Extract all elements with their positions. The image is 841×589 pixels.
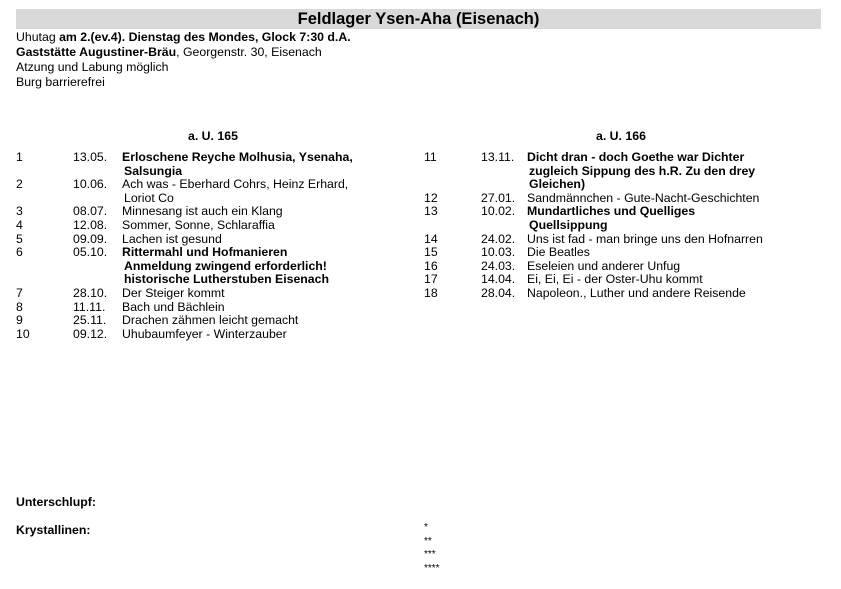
row-date: 13.05. (73, 150, 108, 164)
schedule-row (16, 233, 406, 247)
event-line: Der Steiger kommt (122, 286, 225, 300)
event-line: Salsungia (124, 163, 183, 178)
meeting-line: Uhutag am 2.(ev.4). Dienstag des Mondes, Glock 7:30 d.A. (16, 30, 351, 44)
schedule-row (16, 301, 406, 315)
unterschlupf-label: Unterschlupf: (16, 495, 96, 509)
row-event (122, 287, 225, 301)
row-number: 16 (424, 258, 438, 273)
schedule-row (16, 178, 406, 205)
row-date: 05.10. (73, 245, 108, 260)
event-line: Minnesang ist auch ein Klang (122, 204, 283, 219)
schedule-row (16, 151, 406, 178)
row-number: 17 (424, 272, 438, 287)
row-number: 10 (16, 326, 30, 341)
row-date: 28.04. (481, 286, 516, 300)
event-line: Eseleien und anderer Unfug (527, 258, 681, 273)
row-number: 14 (424, 231, 438, 246)
schedule-row (16, 219, 406, 233)
row-date: 13.11. (481, 150, 515, 164)
row-event (527, 151, 755, 192)
row-event (527, 273, 703, 287)
row-event (122, 151, 353, 178)
event-line: Die Beatles (527, 245, 590, 260)
row-date: 25.11. (73, 313, 107, 328)
page-title: Feldlager Ysen-Aha (Eisenach) (16, 9, 821, 29)
row-event (122, 205, 283, 219)
row-date: 12.08. (73, 218, 108, 232)
stars-list (424, 521, 440, 575)
row-number: 7 (16, 286, 23, 300)
row-number: 18 (424, 286, 438, 300)
row-number: 8 (16, 299, 23, 314)
row-date: 10.02. (481, 204, 516, 219)
row-date: 11.11. (73, 299, 106, 314)
row-number: 9 (16, 313, 23, 328)
schedule-row (16, 205, 406, 219)
food-line: Atzung und Labung möglich (16, 60, 169, 74)
row-date: 24.03. (481, 258, 516, 273)
row-event (122, 233, 222, 247)
event-line: Rittermahl und Hofmanieren (122, 245, 288, 260)
row-event (122, 314, 298, 328)
schedule-row (424, 273, 824, 287)
schedule-row (16, 287, 406, 301)
event-line: Loriot Co (124, 190, 174, 205)
event-line: Napoleon., Luther und andere Reisende (527, 286, 746, 300)
event-line: Gleichen) (529, 177, 586, 192)
row-date: 14.04. (481, 272, 516, 287)
event-line: Anmeldung zwingend erforderlich! (124, 258, 327, 273)
row-number: 1 (16, 150, 23, 164)
event-line: Uns ist fad - man bringe uns den Hofnarren (527, 231, 763, 246)
row-number: 11 (424, 150, 437, 164)
row-event (527, 287, 746, 301)
star-rating-4: **** (424, 562, 440, 574)
row-event (527, 233, 763, 247)
schedule-row (424, 260, 824, 274)
event-line: Mundartliches und Quelliges (527, 204, 696, 219)
event-line: zugleich Sippung des h.R. Zu den drey (529, 163, 756, 178)
row-date: 09.12. (73, 326, 108, 341)
row-event (122, 219, 275, 233)
star-rating-2: ** (424, 535, 432, 547)
row-date: 27.01. (481, 190, 516, 205)
schedule-row (16, 246, 406, 287)
row-event (122, 178, 348, 205)
row-date: 08.07. (73, 204, 108, 219)
row-number: 4 (16, 218, 23, 232)
row-event (122, 246, 329, 287)
event-line: historische Lutherstuben Eisenach (124, 272, 329, 287)
intro-block (16, 30, 351, 90)
row-number: 6 (16, 245, 23, 260)
row-number: 5 (16, 231, 23, 246)
row-number: 3 (16, 204, 23, 219)
schedule-row (424, 246, 824, 260)
event-line: Dicht dran - doch Goethe war Dichter (527, 150, 745, 164)
schedule-row (424, 233, 824, 247)
row-event (527, 192, 759, 206)
event-line: Quellsippung (529, 217, 608, 232)
row-event (122, 328, 287, 342)
row-number: 2 (16, 177, 23, 192)
star-rating-1: * (424, 522, 428, 533)
row-number: 15 (424, 245, 438, 260)
schedule-row (424, 151, 824, 192)
event-line: Ei, Ei, Ei - der Oster-Uhu kommt (527, 272, 703, 287)
right-column-heading: a. U. 166 (596, 129, 646, 143)
event-line: Uhubaumfeyer - Winterzauber (122, 326, 287, 341)
row-number: 13 (424, 204, 438, 219)
row-event (527, 205, 695, 232)
event-line: Sandmännchen - Gute-Nacht-Geschichten (527, 190, 760, 205)
venue-line: Gaststätte Augustiner-Bräu, Georgenstr. 30, Eisenach (16, 45, 322, 59)
schedule-row (16, 328, 406, 342)
schedule-row (424, 287, 824, 301)
event-line: Erloschene Reyche Molhusia, Ysenaha, (122, 150, 353, 164)
event-line: Bach und Bächlein (122, 299, 225, 314)
event-line: Drachen zähmen leicht gemacht (122, 313, 299, 328)
event-line: Lachen ist gesund (122, 231, 222, 246)
row-date: 10.06. (73, 177, 108, 192)
row-date: 09.09. (73, 231, 108, 246)
schedule-row (16, 314, 406, 328)
row-date: 24.02. (481, 231, 516, 246)
row-date: 28.10. (73, 286, 108, 300)
row-event (527, 260, 680, 274)
schedule-row (424, 205, 824, 232)
accessibility-line: Burg barrierefrei (16, 75, 105, 89)
star-rating-3: *** (424, 549, 436, 560)
row-event (122, 301, 225, 315)
event-line: Ach was - Eberhard Cohrs, Heinz Erhard, (122, 177, 349, 192)
row-number: 12 (424, 190, 438, 205)
event-line: Sommer, Sonne, Schlaraffia (122, 218, 275, 232)
row-event (527, 246, 590, 260)
schedule-row (424, 192, 824, 206)
row-date: 10.03. (481, 245, 516, 260)
krystallinen-label: Krystallinen: (16, 523, 91, 537)
left-column-heading: a. U. 165 (188, 129, 238, 143)
